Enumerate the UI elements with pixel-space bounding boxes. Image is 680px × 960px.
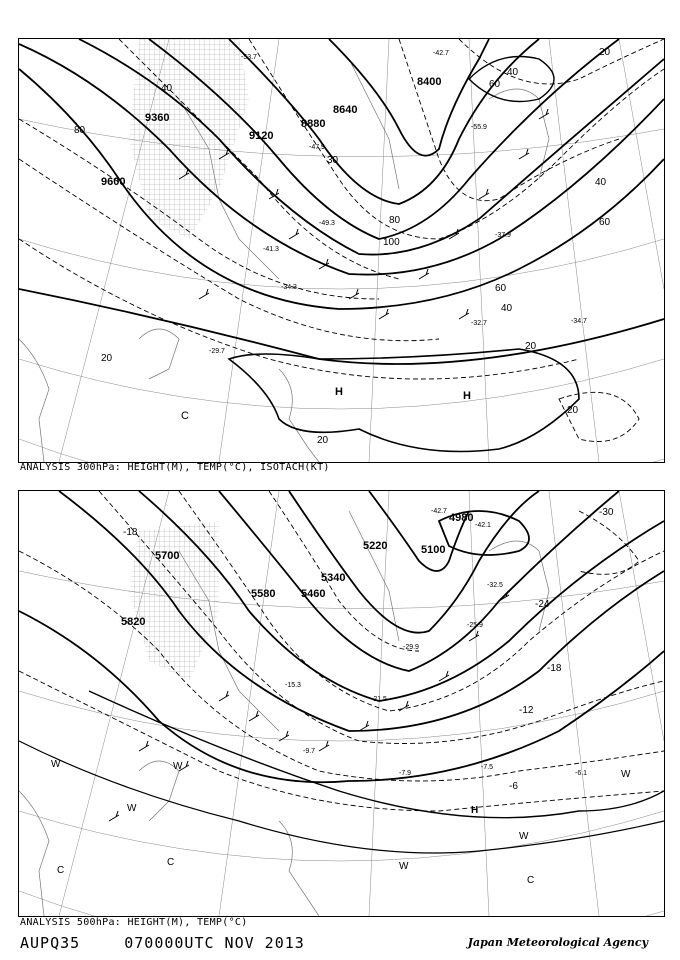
high-pressure-marker: H (463, 390, 471, 402)
isotach-label: 20 (101, 353, 113, 364)
warm-marker: W (519, 831, 529, 842)
map-panel-300hpa (18, 38, 665, 463)
isotach-label: 20 (525, 341, 537, 352)
height-label-5460: 5460 (301, 588, 326, 600)
temp-label: -41.3 (263, 246, 279, 253)
cold-marker: C (181, 410, 189, 422)
map-300hpa-svg (19, 39, 664, 462)
pressure-systems (181, 386, 471, 422)
isotach-label: 20 (599, 47, 611, 58)
warm-marker: W (399, 861, 409, 872)
temp-label: -29.9 (403, 644, 419, 651)
coastline (19, 511, 549, 916)
height-label-5340: 5340 (321, 572, 346, 584)
height-contours (19, 39, 664, 364)
cold-marker: C (167, 857, 175, 868)
height-label-8400: 8400 (417, 76, 442, 88)
isotach-label: 40 (501, 303, 513, 314)
temp-label: -9.7 (303, 748, 316, 755)
warm-marker: W (127, 803, 137, 814)
height-label-9600: 9600 (101, 176, 126, 188)
height-label-9120: 9120 (249, 130, 274, 142)
isotherm-label: -18 (547, 663, 562, 674)
cold-marker: C (57, 865, 65, 876)
caption-500hpa: ANALYSIS 500hPa: HEIGHT(M), TEMP(°C) (20, 917, 248, 928)
isotach-label: 80 (74, 125, 86, 136)
isotach-label: 30 (327, 155, 339, 166)
height-label-4980: 4980 (449, 512, 474, 524)
temp-label: -32.7 (471, 320, 487, 327)
pressure-systems (51, 759, 631, 886)
chart-code-and-time (20, 934, 305, 952)
isotach-label: 100 (383, 237, 400, 248)
height-label-8640: 8640 (333, 104, 358, 116)
isotach-label: 20 (567, 405, 579, 416)
isotherm-label: -12 (519, 705, 534, 716)
height-label-8880: 8880 (301, 118, 326, 130)
high-pressure-marker: H (471, 805, 479, 816)
temperature-labels (209, 50, 587, 355)
isotach-label: 40 (507, 67, 519, 78)
temp-label: -25.9 (467, 622, 483, 629)
temp-label: -34.7 (571, 318, 587, 325)
map-500hpa-svg (19, 491, 664, 916)
height-label-5700: 5700 (155, 550, 180, 562)
isotach-label: 80 (389, 215, 401, 226)
temp-label: -7.5 (481, 764, 494, 771)
temp-label: -47.9 (309, 144, 325, 151)
chart-datetime: 070000UTC NOV 2013 (124, 934, 305, 952)
height-label-5100: 5100 (421, 544, 446, 556)
temp-label: -7.9 (399, 770, 412, 777)
temp-label: -21.5 (371, 696, 387, 703)
isotherm-label: -30 (599, 507, 614, 518)
temp-label: -55.9 (471, 124, 487, 131)
isotach-label: 20 (317, 435, 329, 446)
caption-300hpa: ANALYSIS 300hPa: HEIGHT(M), TEMP(°C), ISOTACH(KT) (20, 462, 330, 473)
warm-marker: W (51, 759, 61, 770)
isotach-label: 40 (161, 83, 173, 94)
isotach-label: 60 (495, 283, 507, 294)
temp-label: -15.3 (285, 682, 301, 689)
height-label-5820: 5820 (121, 616, 146, 628)
map-panel-500hpa (18, 490, 665, 917)
height-label-5580: 5580 (251, 588, 276, 600)
hatched-area (129, 521, 219, 681)
temp-label: -53.7 (241, 54, 257, 61)
temp-label: -37.9 (495, 232, 511, 239)
cold-marker: C (527, 875, 535, 886)
temp-label: -42.1 (475, 522, 491, 529)
temp-label: -32.5 (487, 582, 503, 589)
isotach-label: 40 (595, 177, 607, 188)
temp-label: -29.7 (209, 348, 225, 355)
height-label-5220: 5220 (363, 540, 388, 552)
isotach-label: 60 (489, 79, 501, 90)
isotherm-label: -24 (535, 599, 550, 610)
warm-marker: W (621, 769, 631, 780)
chart-code: AUPQ35 (20, 934, 81, 952)
height-label-9360: 9360 (145, 112, 170, 124)
temp-label: -42.7 (433, 50, 449, 57)
isotach-label: 60 (599, 217, 611, 228)
isotherm-label: -18 (123, 527, 138, 538)
high-pressure-marker: H (335, 386, 343, 398)
temp-label: -34.3 (281, 284, 297, 291)
warm-marker: W (173, 761, 183, 772)
isotherm-label: -6 (509, 781, 518, 792)
agency-name: Japan Meteorological Agency (467, 936, 648, 949)
height-contours (19, 491, 664, 782)
temp-label: -49.3 (319, 220, 335, 227)
temp-label: -42.7 (431, 508, 447, 515)
temp-label: -6.1 (575, 770, 588, 777)
